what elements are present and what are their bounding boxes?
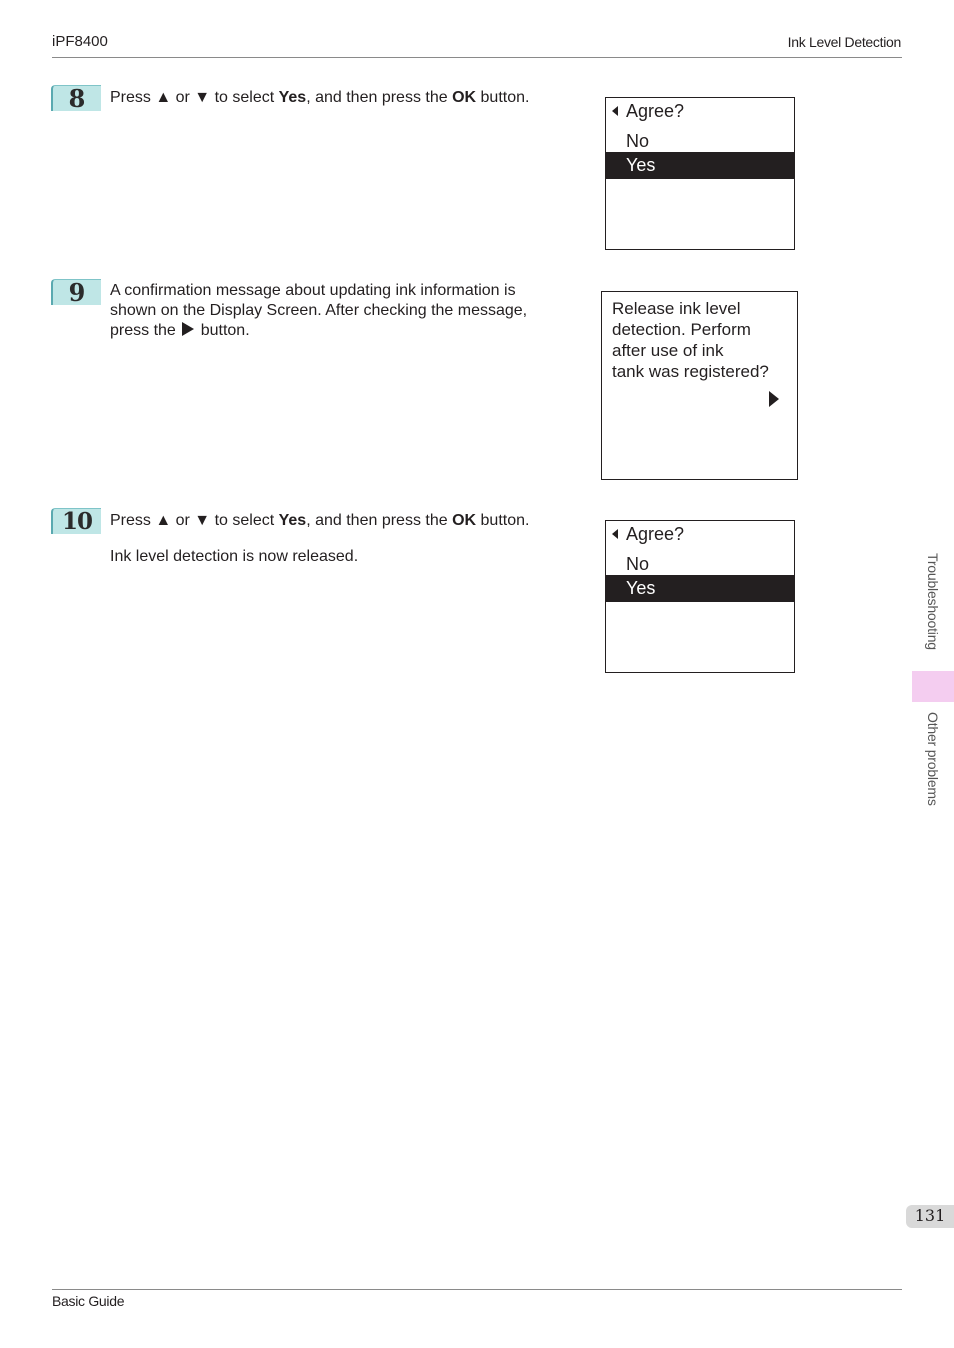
option-yes-selected: Yes (606, 575, 794, 602)
next-arrow-icon (769, 391, 779, 407)
page-number: 131 (906, 1205, 954, 1228)
display-screen-agree-2 (605, 520, 795, 673)
display-screen-agree (605, 97, 795, 250)
option-no: No (626, 554, 650, 574)
step-9-text: A confirmation message about updating ink information is shown on the Display Screen. After checking the message, press the button. (110, 282, 528, 339)
header-section: Ink Level Detection (787, 34, 901, 50)
option-yes-selected: Yes (606, 152, 794, 179)
side-topic-label: Other problems (925, 712, 941, 806)
step-10-note: Ink level detection is now released. (110, 548, 359, 565)
side-tab-marker (912, 671, 954, 702)
step-number-9: 9 (51, 279, 101, 305)
display-screen-confirmation (601, 291, 798, 480)
step-number-10: 10 (51, 508, 101, 534)
header-rule (52, 57, 902, 58)
step-8-text: Press ▲ or ▼ to select Yes, and then press the OK button. (110, 89, 530, 106)
screen-title: Agree? (626, 524, 685, 544)
step-10-text: Press ▲ or ▼ to select Yes, and then press the OK button. Ink level detection is now released. (110, 511, 580, 567)
header-model: iPF8400 (52, 33, 108, 50)
confirmation-message: Release ink level detection. Perform after use of ink tank was registered? (612, 299, 769, 381)
step-number-8: 8 (51, 85, 101, 111)
screen-title: Agree? (626, 101, 685, 121)
right-arrow-icon (182, 322, 194, 336)
footer-guide: Basic Guide (52, 1293, 125, 1309)
option-no: No (626, 131, 650, 151)
side-chapter-label: Troubleshooting (925, 553, 941, 650)
footer-rule (52, 1289, 902, 1290)
